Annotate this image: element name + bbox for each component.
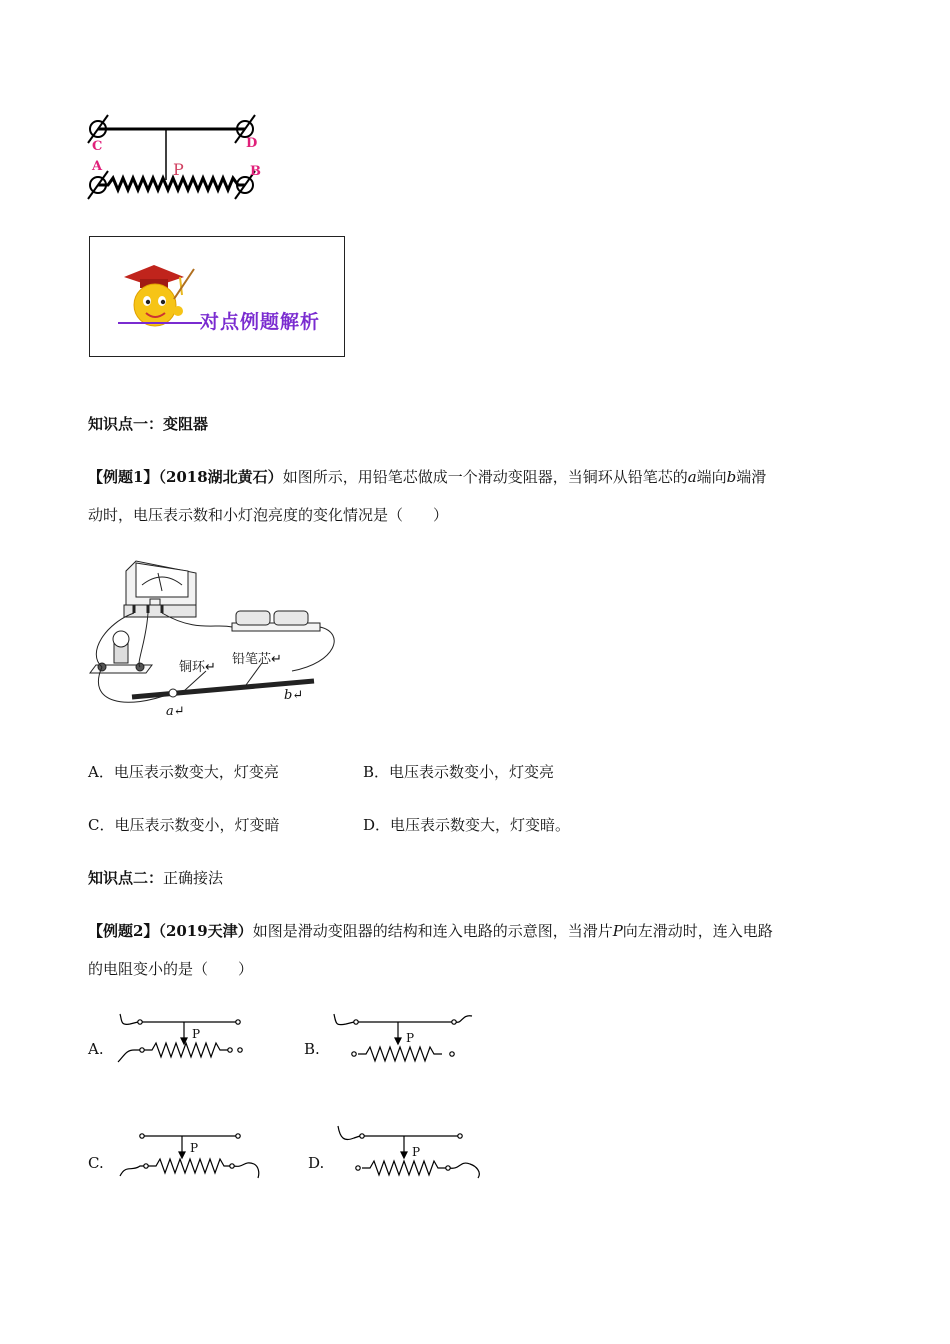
option-d-label[interactable]: D. (308, 1154, 325, 1172)
section-prefix: 知识点一： (88, 415, 164, 433)
pencil-lead-circuit-figure (86, 553, 336, 723)
rheostat-terminal-diagram (80, 108, 270, 208)
question-text: 如图所示，用铅笔芯做成一个滑动变阻器，当铜环从铅笔芯的 (282, 468, 688, 486)
slider-p-label: P (190, 1141, 199, 1155)
section-title: 变阻器 (163, 415, 209, 433)
slider-p-label: P (412, 1145, 421, 1159)
banner-title: 对点例题解析 (200, 311, 321, 333)
end-a-label: a↵ (166, 704, 185, 719)
var-b: b (726, 468, 737, 486)
example-tag: 【例题1】 (88, 468, 159, 486)
section-banner (89, 236, 345, 357)
question-text: 端向 (696, 468, 727, 486)
option-a-label[interactable]: A. (88, 1040, 104, 1058)
slider-p-label: P (406, 1031, 415, 1045)
example1-question-line2: 动时，电压表示数和小灯泡亮度的变化情况是（ ） (88, 506, 449, 524)
slider-p-label: P (192, 1027, 201, 1041)
section-heading-2 (88, 867, 223, 889)
var-a: a (687, 468, 697, 486)
question-text: 向左滑动时，连入电路 (622, 922, 773, 940)
banner-underline (118, 322, 202, 324)
copper-ring-label: 铜环↵ (179, 660, 216, 675)
rheostat-diagram-b[interactable] (330, 1010, 480, 1070)
example-source: （2019天津） (158, 922, 253, 940)
option-c[interactable]: C．电压表示数变小，灯变暗 (88, 816, 280, 834)
question-text: 如图是滑动变阻器的结构和连入电路的示意图，当滑片 (252, 922, 613, 940)
option-b-label[interactable]: B. (304, 1040, 320, 1058)
example1-question-line1 (88, 466, 766, 488)
question-text: 端滑 (736, 468, 767, 486)
terminal-label-a: A (92, 159, 103, 174)
option-c-label[interactable]: C. (88, 1154, 104, 1172)
option-b[interactable]: B．电压表示数变小，灯变亮 (363, 763, 555, 781)
section-title: 正确接法 (163, 869, 224, 887)
example-source: （2018湖北黄石） (158, 468, 283, 486)
section-prefix: 知识点二： (88, 869, 164, 887)
option-a[interactable]: A．电压表示数变大，灯变亮 (88, 763, 279, 781)
pencil-lead-label: 铅笔芯↵ (232, 652, 282, 667)
rheostat-diagram-c[interactable] (116, 1124, 266, 1184)
example2-question-line2: 的电阻变小的是（ ） (88, 960, 254, 978)
example2-question-line1 (88, 920, 773, 942)
terminal-label-c: C (92, 139, 103, 154)
terminal-label-d: D (246, 136, 258, 151)
var-p: P (612, 922, 623, 940)
rheostat-diagram-d[interactable] (334, 1124, 484, 1184)
terminal-label-b: B (250, 164, 261, 179)
section-heading-1 (88, 413, 208, 435)
example-tag: 【例题2】 (88, 922, 159, 940)
end-b-label: b↵ (284, 688, 304, 703)
slider-label-p: P (173, 160, 184, 179)
option-d[interactable]: D．电压表示数变大，灯变暗。 (363, 816, 571, 834)
rheostat-diagram-a[interactable] (116, 1010, 251, 1070)
